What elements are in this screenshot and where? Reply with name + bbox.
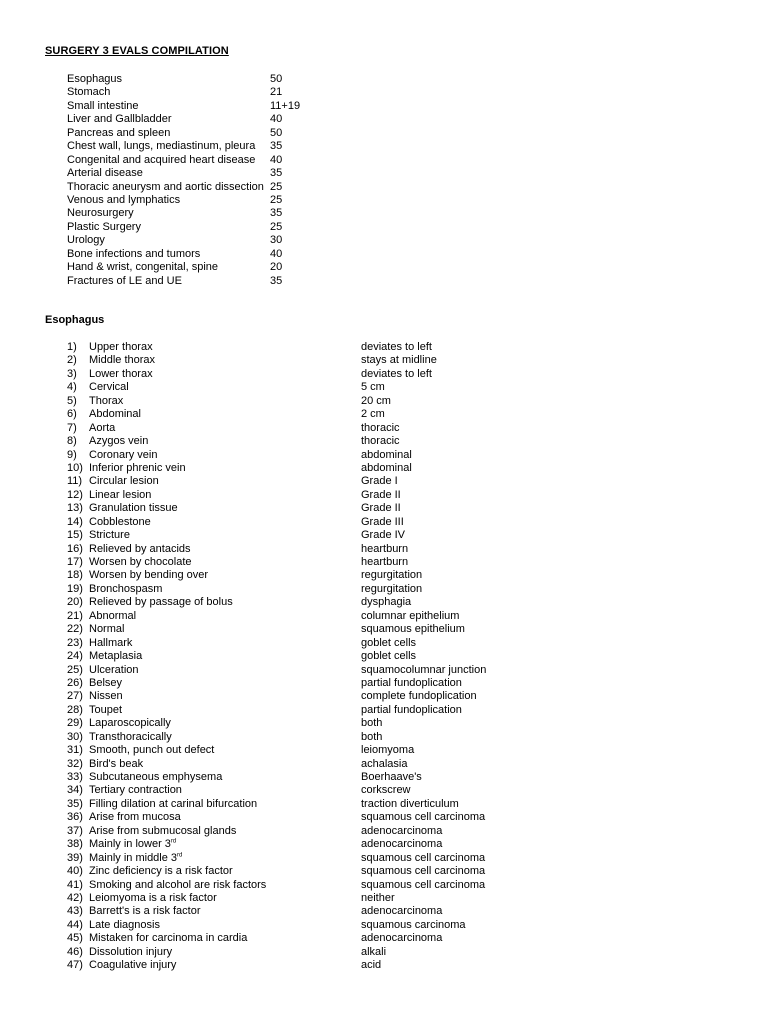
summary-topic: Urology [67,234,105,247]
answer-text: squamous carcinoma [361,918,466,931]
answer-text: squamous cell carcinoma [361,865,486,878]
question-number: 7) [67,421,77,434]
question-text [89,516,151,529]
question-text-main: Arise from mucosa [89,811,181,824]
question-number: 46) [67,945,83,958]
question-text-main: Abnormal [89,609,137,622]
summary-count: 35 [270,167,283,180]
question-text [89,395,123,408]
question-text-main: Relieved by passage of bolus [89,596,233,609]
question-text-main: Linear lesion [89,488,152,501]
question-number: 3) [67,367,77,380]
summary-count: 25 [270,180,283,193]
summary-count: 21 [270,86,283,99]
answer-text: thoracic [361,435,400,448]
question-number: 25) [67,663,83,676]
document-title: SURGERY 3 EVALS COMPILATION [45,45,229,57]
question-number: 19) [67,582,83,595]
question-number: 27) [67,690,83,703]
question-text-main: Thorax [89,394,124,407]
question-text-main: Inferior phrenic vein [89,461,186,474]
summary-topic: Bone infections and tumors [67,247,201,260]
question-text [89,664,139,677]
question-text-main: Mainly in lower 3 [89,838,171,851]
summary-topic: Congenital and acquired heart disease [67,153,256,166]
answer-text: both [361,730,383,743]
question-text [89,543,191,556]
question-number: 1) [67,341,77,353]
summary-count: 40 [270,247,283,260]
question-number: 21) [67,609,83,622]
summary-count: 25 [270,220,283,233]
question-number: 20) [67,596,83,609]
summary-topic: Pancreas and spleen [67,126,171,139]
question-number: 26) [67,676,83,689]
question-text-main: Belsey [89,676,123,689]
question-text-main: Mainly in middle 3 [89,851,178,864]
answer-text: Grade II [361,488,401,501]
question-text-main: Abdominal [89,408,141,421]
question-text-main: Dissolution injury [89,945,173,958]
question-text-main: Circular lesion [89,475,159,488]
question-text-main: Cobblestone [89,515,151,528]
answer-text: squamous cell carcinoma [361,851,486,864]
question-text-main: Laparoscopically [89,717,171,730]
answer-text: adenocarcinoma [361,838,443,851]
answer-text: goblet cells [361,636,417,649]
question-text-main: Coronary vein [89,448,158,461]
question-number: 37) [67,824,83,837]
question-number: 2) [67,354,77,367]
question-number: 11) [67,475,83,488]
answer-text: regurgitation [361,569,423,582]
question-text [89,368,153,381]
answer-text: thoracic [361,421,400,434]
question-text-main: Azygos vein [89,435,149,448]
question-text [89,704,122,717]
answer-text: alkali [361,945,387,958]
answer-text: Boerhaave's [361,771,422,783]
question-text-main: Smoking and alcohol are risk factors [89,878,267,891]
question-number: 32) [67,757,83,770]
question-text-main: Filling dilation at carinal bifurcation [89,797,258,810]
question-text [89,341,153,354]
question-text-main: Arise from submucosal glands [89,824,237,837]
question-number: 8) [67,435,77,448]
question-text-main: Ulceration [89,663,139,676]
question-number: 42) [67,891,83,904]
answer-text: Grade III [361,515,404,528]
summary-count: 35 [270,140,283,153]
question-text-main: Stricture [89,529,130,542]
question-text [89,489,151,502]
question-text [89,529,130,542]
question-text [89,354,155,367]
summary-count: 30 [270,234,283,247]
question-number: 39) [67,851,83,864]
question-text-main: Smooth, punch out defect [89,744,215,757]
question-number: 47) [67,959,83,972]
question-text-main: Mistaken for carcinoma in cardia [89,932,248,945]
summary-count: 40 [270,153,283,166]
question-text [89,650,142,663]
question-text-main: Normal [89,623,125,636]
question-text [89,731,172,744]
question-text-main: Bird's beak [89,757,144,770]
question-superscript: rd [170,838,177,845]
answer-text: partial fundoplication [361,703,462,716]
answer-text: squamous epithelium [361,623,465,636]
question-number: 16) [67,542,83,555]
summary-count: 35 [270,207,283,220]
question-text-main: Lower thorax [89,367,153,380]
answer-text: abdominal [361,461,412,474]
question-text [89,556,192,569]
question-number: 15) [67,529,83,542]
question-number: 10) [67,461,83,474]
question-text [89,435,148,448]
question-text [89,502,178,515]
answer-text: goblet cells [361,650,417,663]
answer-text: partial fundoplication [361,676,462,689]
answer-text: leiomyoma [361,744,415,757]
question-text [89,825,236,838]
question-text-main: Subcutaneous emphysema [89,771,223,783]
summary-topic: Fractures of LE and UE [67,274,182,287]
question-number: 38) [67,838,83,851]
question-text-main: Granulation tissue [89,502,178,515]
question-text-main: Nissen [89,690,123,703]
question-text [89,717,171,730]
question-text [89,583,162,596]
question-number: 43) [67,905,83,918]
answer-text: squamous cell carcinoma [361,811,486,824]
question-number: 33) [67,771,83,783]
question-text-main: Coagulative injury [89,959,177,972]
question-text-main: Barrett's is a risk factor [89,905,201,918]
question-text-main: Late diagnosis [89,918,160,931]
question-text [89,408,141,421]
question-number: 34) [67,784,83,797]
question-number: 44) [67,918,83,931]
answer-text: Grade II [361,502,401,515]
question-text [89,919,160,932]
answer-text: deviates to left [361,367,432,380]
answer-text: both [361,717,383,730]
question-text [89,381,129,394]
question-number: 17) [67,556,83,568]
question-text [89,905,201,918]
summary-topic: Venous and lymphatics [67,193,181,206]
question-number: 30) [67,730,83,743]
question-number: 6) [67,408,77,421]
question-number: 28) [67,703,83,716]
question-text [89,838,176,851]
answer-text: stays at midline [361,354,437,367]
answer-text: heartburn [361,556,409,568]
question-text [89,744,214,757]
answer-text: 2 cm [361,408,385,421]
question-number: 13) [67,502,83,515]
question-number: 29) [67,717,83,730]
question-text [89,462,186,475]
question-text [89,596,233,609]
summary-count: 11+19 [270,99,301,112]
question-text-main: Metaplasia [89,650,143,663]
question-text [89,932,247,945]
question-text [89,946,172,959]
question-superscript: rd [177,851,183,858]
question-text [89,959,176,972]
question-number: 9) [67,448,77,461]
answer-text: corkscrew [361,784,411,797]
answer-text: squamocolumnar junction [361,663,487,676]
question-text [89,623,124,636]
question-text-main: Worsen by chocolate [89,556,192,568]
question-text [89,758,143,771]
summary-count: 20 [270,261,283,274]
summary-topic: Liver and Gallbladder [67,113,172,126]
answer-text: columnar epithelium [361,609,460,622]
answer-text: 20 cm [361,394,391,407]
question-text [89,422,115,435]
question-text [89,690,123,703]
summary-count: 50 [270,126,283,139]
answer-text: Grade I [361,475,398,488]
question-text [89,677,122,690]
question-text-main: Cervical [89,381,129,394]
answer-text: Grade IV [361,529,406,542]
answer-text: achalasia [361,757,408,770]
question-number: 36) [67,811,83,824]
question-text-main: Hallmark [89,636,133,649]
answer-text: 5 cm [361,381,385,394]
question-text-main: Toupet [89,703,123,716]
summary-topic: Hand & wrist, congenital, spine [67,261,219,274]
question-text [89,811,181,824]
summary-topic: Esophagus [67,73,123,85]
answer-text: heartburn [361,542,409,555]
question-number: 18) [67,569,83,582]
question-text-main: Transthoracically [89,730,172,743]
answer-text: regurgitation [361,582,423,595]
question-text-main: Tertiary contraction [89,784,182,797]
summary-topic: Arterial disease [67,167,143,180]
question-number: 22) [67,623,83,636]
summary-topic: Small intestine [67,99,139,112]
question-text-main: Aorta [89,421,116,434]
answer-text: traction diverticulum [361,797,459,810]
answer-text: complete fundoplication [361,690,477,703]
answer-text: neither [361,891,395,904]
question-text [89,449,157,462]
question-text [89,784,182,797]
answer-text: adenocarcinoma [361,905,443,918]
answer-text: squamous cell carcinoma [361,878,486,891]
summary-count: 35 [270,274,283,287]
question-text [89,879,266,892]
question-text-main: Bronchospasm [89,582,163,595]
question-text-main: Leiomyoma is a risk factor [89,891,217,904]
question-text [89,798,257,811]
question-number: 45) [67,932,83,945]
section-title: Esophagus [45,314,105,326]
question-number: 12) [67,488,83,501]
summary-topic: Neurosurgery [67,207,134,220]
question-text-main: Zinc deficiency is a risk factor [89,865,233,878]
question-text [89,892,217,905]
summary-count: 40 [270,113,283,126]
question-number: 14) [67,515,83,528]
answer-text: abdominal [361,448,412,461]
answer-text: adenocarcinoma [361,932,443,945]
summary-count: 50 [270,73,283,85]
question-text [89,475,159,488]
answer-text: adenocarcinoma [361,824,443,837]
question-text-main: Upper thorax [89,341,153,353]
question-text [89,852,182,865]
question-number: 40) [67,865,83,878]
summary-count: 25 [270,193,283,206]
question-number: 31) [67,744,83,757]
question-text-main: Worsen by bending over [89,569,209,582]
question-number: 41) [67,878,83,891]
question-number: 5) [67,394,77,407]
question-number: 23) [67,636,83,649]
answer-text: dysphagia [361,596,412,609]
summary-topic: Thoracic aneurysm and aortic dissection [67,180,264,193]
question-number: 4) [67,381,77,394]
question-text [89,771,222,784]
question-text-main: Middle thorax [89,354,156,367]
summary-topic: Stomach [67,86,111,99]
question-text [89,610,136,623]
question-text-main: Relieved by antacids [89,542,191,555]
question-text [89,637,132,650]
summary-topic: Plastic Surgery [67,220,141,233]
question-text [89,865,233,878]
answer-text: deviates to left [361,341,432,353]
question-number: 24) [67,650,83,663]
answer-text: acid [361,959,382,972]
question-number: 35) [67,797,83,810]
question-text [89,569,208,582]
summary-topic: Chest wall, lungs, mediastinum, pleura [67,140,256,153]
